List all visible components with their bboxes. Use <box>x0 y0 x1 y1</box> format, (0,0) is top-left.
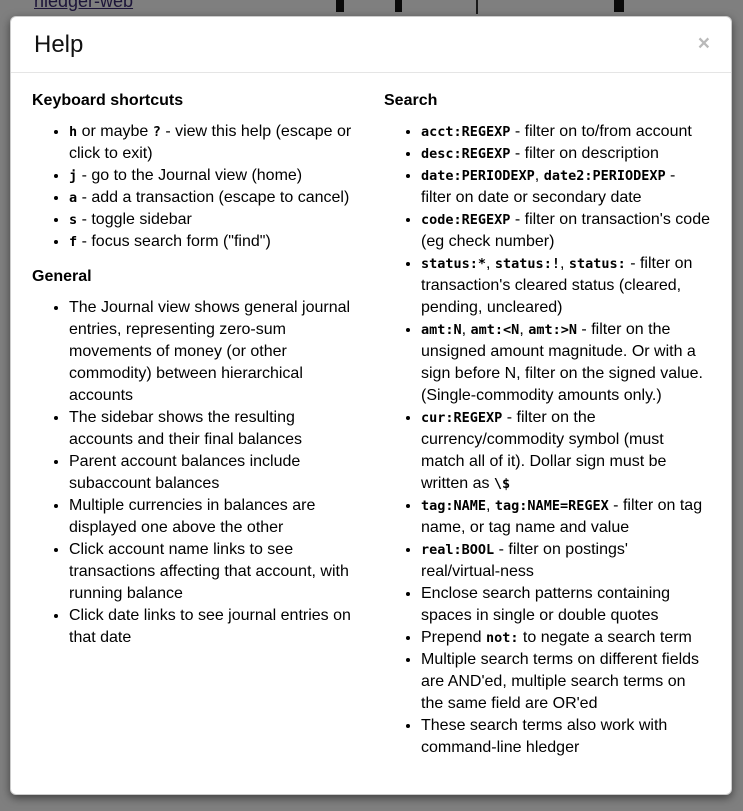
help-list-item <box>421 715 710 759</box>
section-heading: Search <box>384 92 438 109</box>
modal-body <box>11 73 731 789</box>
help-column-left <box>32 92 358 769</box>
help-list-item <box>69 209 358 231</box>
help-list-item <box>69 605 358 649</box>
text-run: - filter on transaction's cleared status (cleared, pending, uncleared) <box>421 255 693 316</box>
help-list <box>32 297 358 649</box>
help-list-item <box>69 495 358 539</box>
text-run: - add a transaction (escape to cancel) <box>77 189 350 206</box>
code-token: date2:PERIODEXP <box>543 168 666 184</box>
help-list-item <box>421 649 710 715</box>
close-icon[interactable]: × <box>697 32 710 55</box>
text-run: Prepend <box>421 629 486 646</box>
code-token: date:PERIODEXP <box>421 168 535 184</box>
text-run: - toggle sidebar <box>77 211 192 228</box>
text-run: - filter on to/from account <box>510 123 692 140</box>
help-list-item <box>69 121 358 165</box>
code-token: s <box>69 212 78 228</box>
text-run: The Journal view shows general journal entries, representing zero-sum movements of money (or other commodity) between hierarchical accounts <box>69 299 351 404</box>
code-token: ? <box>152 124 161 140</box>
code-token: amt:>N <box>528 322 577 338</box>
text-run: , <box>559 255 569 272</box>
help-list-item <box>421 319 710 407</box>
code-token: tag:NAME <box>421 498 487 514</box>
help-list-item <box>69 407 358 451</box>
text-run: Click account name links to see transactions affecting that account, with running balance <box>69 541 349 602</box>
code-token: code:REGEXP <box>421 212 511 228</box>
help-column-right <box>384 92 710 769</box>
text-run: , <box>461 321 471 338</box>
text-run: , <box>486 255 495 272</box>
code-token: status: <box>568 256 626 272</box>
help-list-item <box>69 451 358 495</box>
code-token: h <box>69 124 78 140</box>
text-run: The sidebar shows the resulting accounts and their final balances <box>69 409 303 448</box>
code-token: amt:<N <box>470 322 520 338</box>
help-list-item <box>421 143 710 165</box>
help-list-item <box>421 495 710 539</box>
help-list-item <box>421 121 710 143</box>
help-list-item <box>421 209 710 253</box>
text-run: - filter on postings' real/virtual-ness <box>421 541 628 580</box>
code-token: status:! <box>494 256 560 272</box>
text-run: Click date links to see journal entries on that date <box>69 607 351 646</box>
code-token: acct:REGEXP <box>421 124 511 140</box>
text-run: Parent account balances include subaccount balances <box>69 453 301 492</box>
text-run: - filter on the currency/commodity symbol (must match all of it). Dollar sign must be written as <box>421 409 667 492</box>
code-token: real:BOOL <box>421 542 495 558</box>
help-list <box>32 121 358 253</box>
text-run: , <box>534 167 544 184</box>
code-token: cur:REGEXP <box>421 410 503 426</box>
section-heading: Keyboard shortcuts <box>32 92 184 109</box>
help-list-item <box>69 297 358 407</box>
modal-title: Help <box>34 31 84 58</box>
text-run: Multiple search terms on different fields are AND'ed, multiple search terms on the same field are OR'ed <box>421 651 700 712</box>
help-list-item <box>421 165 710 209</box>
text-run: - filter on description <box>510 145 659 162</box>
text-run: Enclose search patterns containing spaces in single or double quotes <box>421 585 671 624</box>
code-token: desc:REGEXP <box>421 146 511 162</box>
code-token: j <box>69 168 78 184</box>
help-list-item <box>421 627 710 649</box>
code-token: \$ <box>493 476 511 492</box>
text-run: Multiple currencies in balances are displayed one above the other <box>69 497 316 536</box>
help-list-item <box>421 539 710 583</box>
help-list-item <box>421 407 710 495</box>
text-run: or maybe <box>77 123 153 140</box>
text-run: - view this help (escape or click to exit) <box>69 123 352 162</box>
help-list-item <box>421 253 710 319</box>
text-run: - filter on transaction's code (eg check number) <box>421 211 710 250</box>
code-token: amt:N <box>421 322 462 338</box>
text-run: to negate a search term <box>518 629 692 646</box>
code-token: not: <box>485 630 519 646</box>
code-token: f <box>69 234 78 250</box>
code-token: a <box>69 190 78 206</box>
code-token: tag:NAME=REGEX <box>494 498 609 514</box>
text-run: - go to the Journal view (home) <box>77 167 303 184</box>
text-run: - filter on date or secondary date <box>421 167 676 206</box>
help-list-item <box>69 539 358 605</box>
help-list-item <box>69 231 358 253</box>
code-token: status:* <box>421 256 487 272</box>
text-run: - filter on tag name, or tag name and value <box>421 497 703 536</box>
help-list <box>384 121 710 759</box>
modal-header <box>11 17 731 73</box>
text-run: These search terms also work with command-line hledger <box>421 717 668 756</box>
section-heading: General <box>32 268 92 285</box>
help-list-item <box>69 165 358 187</box>
text-run: - filter on the unsigned amount magnitude. Or with a sign before N, filter on the signed value. (Single-commodity amounts only.) <box>421 321 703 404</box>
text-run: - focus search form ("find") <box>77 233 271 250</box>
text-run: , <box>519 321 529 338</box>
help-modal <box>10 16 732 795</box>
text-run: , <box>486 497 495 514</box>
help-list-item <box>421 583 710 627</box>
help-list-item <box>69 187 358 209</box>
